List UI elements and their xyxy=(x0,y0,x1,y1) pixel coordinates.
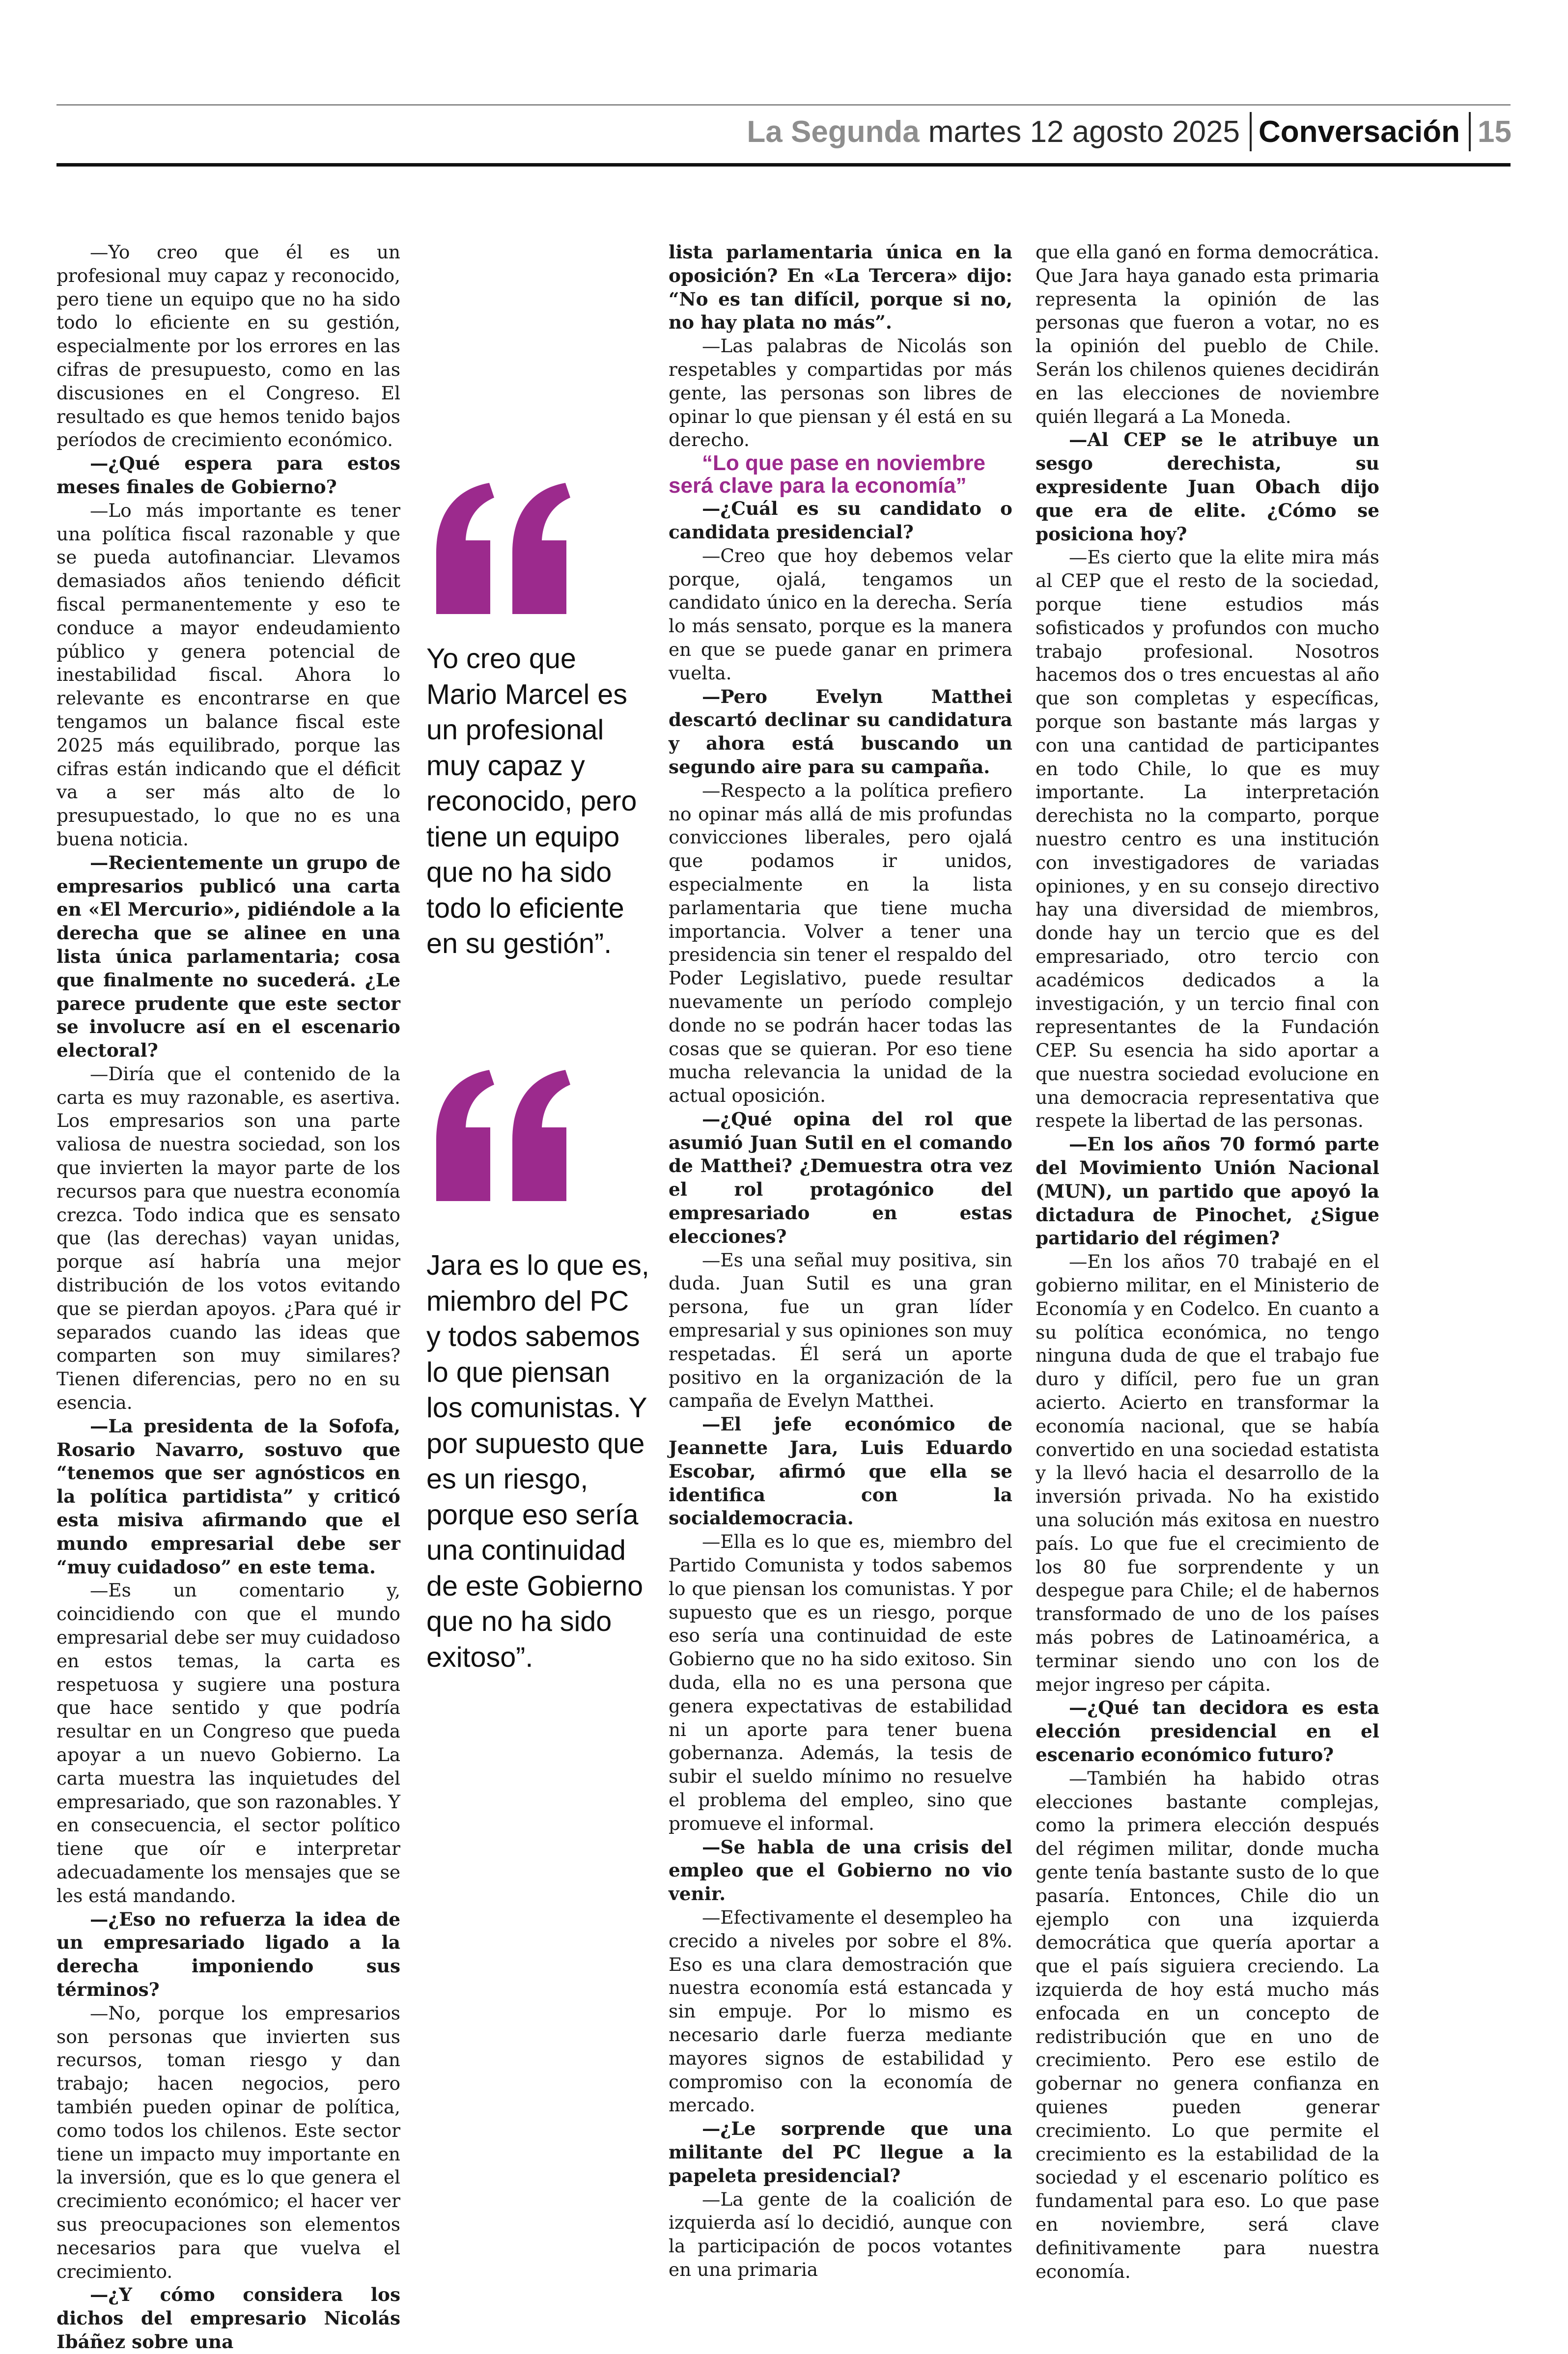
interview-question: —¿Le sorprende que una militante del PC llegue a la papeleta presidencial? xyxy=(669,2118,1012,2186)
interview-question: —El jefe económico de Jeannette Jara, Luis Eduardo Escobar, afirmó que ella se identifica con la socialdemocracia. xyxy=(669,1413,1012,1529)
interview-question: —¿Qué tan decidora es esta elección presidencial en el escenario económico futuro? xyxy=(1036,1697,1379,1766)
interview-question: —¿Eso no refuerza la idea de un empresariado ligado a la derecha imponiendo sus términos? xyxy=(56,1908,400,2000)
interview-question: —Pero Evelyn Matthei descartó declinar su candidatura y ahora está buscando un segundo aire para su campaña. xyxy=(669,685,1012,778)
interview-question: —¿Cuál es su candidato o candidata presidencial? xyxy=(669,498,1012,543)
interview-answer: —Diría que el contenido de la carta es muy razonable, es asertiva. Los empresarios son una parte valiosa de nuestra sociedad, son los que invierten la mayor parte de los recursos para que nuestra economía crezca. Todo indica que es sensato que (las derechas) vayan unidas, porque así habría una mejor distribución de los votos evitando que se pierdan apoyos. ¿Para qué ir separados cuando las ideas que comparten son muy similares? Tienen diferencias, pero no en su esencia. xyxy=(56,1063,400,1414)
interview-question: —Al CEP se le atribuye un sesgo derechista, su expresidente Juan Obach dijo que era de elite. ¿Cómo se posiciona hoy? xyxy=(1036,429,1379,545)
interview-question: —¿Qué espera para estos meses finales de Gobierno? xyxy=(56,452,400,498)
page-number: 15 xyxy=(1478,114,1512,149)
interview-answer: —También ha habido otras elecciones bastante complejas, como la primera elección después del régimen militar, donde mucha gente tenía bastante susto de lo que pasaría. Entonces, Chile dio un ejemplo con una izquierda democrática que quería aportar a que el país siguiera creciendo. La izquierda de hoy está mucho más enfocada en un concepto de redistribución que en uno de crecimiento. Pero ese estilo de gobernar no genera confianza en quienes pueden generar crecimiento. Lo que permite el crecimiento es la estabilidad de la sociedad y el escenario político es fundamental para eso. Lo que pase en noviembre, será clave definitivamente para nuestra economía. xyxy=(1036,1767,1379,2282)
interview-question: —¿Qué opina del rol que asumió Juan Sutil en el comando de Matthei? ¿Demuestra otra vez el rol protagónico del empresariado en estas elecciones? xyxy=(669,1108,1012,1247)
interview-answer: —Las palabras de Nicolás son respetables y compartidas por más gente, las personas son libres de opinar lo que piensan y él está en su derecho. xyxy=(669,335,1012,451)
interview-answer: —Creo que hoy debemos velar porque, ojalá, tengamos un candidato único en la derecha. Sería lo más sensato, porque es la manera en que se puede ganar en primera vuelta. xyxy=(669,544,1012,684)
pull-quote-text: Jara es lo que es, miembro del PC y todos sabemos lo que piensan los comunistas. Y por supuesto que es un riesgo, porque eso sería una continuidad de este Gobierno que no ha sido exitoso”. xyxy=(426,1250,649,1673)
top-thin-rule xyxy=(56,104,1511,106)
pull-quote-text: Yo creo que Mario Marcel es un profesional muy capaz y reconocido, pero tiene un equipo que no ha sido todo lo eficiente en su gestión”. xyxy=(426,643,637,959)
header-rule xyxy=(56,163,1511,167)
section-subhead: “Lo que pase en noviembre será clave para la economía” xyxy=(669,451,986,498)
interview-question: —Se habla de una crisis del empleo que el Gobierno no vio venir. xyxy=(669,1836,1012,1905)
interview-answer: —Es un comentario y, coincidiendo con que el mundo empresarial debe ser muy cuidadoso en estos temas, la carta es respetuosa y sugiere una postura que hace sentido y que podría resultar en un Congreso que pueda apoyar a un nuevo Gobierno. La carta muestra las inquietudes del empresariado, que son razonables. Y en consecuencia, el sector político tiene que oír e interpretar adecuadamente los mensajes que se les está mandando. xyxy=(56,1579,400,1906)
interview-answer: —En los años 70 trabajé en el gobierno militar, en el Ministerio de Economía y en Codelco. En cuanto a su política económica, no tengo ninguna duda de que el trabajo fue duro y difícil, pero fue un gran acierto. Acierto en transformar la economía nacional, que se había convertido en una sociedad estatista y la llevó hacia el desarrollo de la inversión privada. No ha existido una solución más exitosa en nuestro país. Lo que fue el crecimiento de los 80 fue sorprendente y un despegue para Chile; el de habernos transformado de uno de los países más pobres de Latinoamérica, a terminar siendo uno con los de mejor ingreso per cápita. xyxy=(1036,1251,1379,1695)
interview-answer: —Yo creo que él es un profesional muy capaz y reconocido, pero tiene un equipo que no ha sido todo lo eficiente en su gestión, especialmente por los errores en las cifras de presupuesto, como en las discusiones en el Congreso. El resultado es que hemos tenido bajos períodos de crecimiento económico. xyxy=(56,241,400,451)
interview-answer: —Lo más importante es tener una política fiscal razonable y que se pueda autofinanciar. Llevamos demasiados años teniendo déficit fiscal permanentemente y eso te conduce a mayor endeudamiento público y genera potencial de inestabilidad fiscal. Ahora lo relevante es encontrarse en que tengamos un balance fiscal este 2025 más equilibrado, porque las cifras están indicando que el déficit va a ser más alto de lo presupuestado, lo que no es una buena noticia. xyxy=(56,499,400,850)
interview-answer: —Es cierto que la elite mira más al CEP que el resto de la sociedad, porque tiene estudios más sofisticados y profundos con mucho trabajo profesional. Nosotros hacemos dos o tres encuestas al año que son completas y específicas, porque son bastante más largas y con una cantidad de participantes en todo Chile, lo que es muy importante. La interpretación derechista no la comparto, porque nuestro centro es una institución con investigadores de variadas opiniones, y en su consejo directivo hay una diversidad de miembros, donde hay un tercio que es del empresariado, otro tercio con académicos dedicados a la investigación, y un tercio final con representantes de la Fundación CEP. Su esencia ha sido aportar a que nuestra sociedad evolucione en una democracia representativa que respete la libertad de las personas. xyxy=(1036,546,1379,1132)
interview-question: —En los años 70 formó parte del Movimiento Unión Nacional (MUN), un partido que apoyó la dictadura de Pinochet, ¿Sigue partidario del régimen? xyxy=(1036,1133,1379,1249)
pull-quote-2 xyxy=(426,1066,650,1675)
interview-answer: que ella ganó en forma democrática. Que Jara haya ganado esta primaria representa la opinión de las personas que fueron a votar, no es la opinión del pueblo de Chile. Serán los chilenos quienes decidirán en las elecciones de noviembre quién llegará a La Moneda. xyxy=(1036,241,1379,427)
interview-answer: —Respecto a la política prefiero no opinar más allá de mis profundas convicciones liberales, pero ojalá que podamos ir unidos, especialmente en la lista parlamentaria que tiene mucha importancia. Volver a tener una presidencia sin tener el respaldo del Poder Legislativo, puede resultar nuevamente un período complejo donde no se podrán hacer todas las cosas que se quieran. Por eso tiene mucha relevancia la unidad de la actual oposición. xyxy=(669,779,1012,1107)
header-divider xyxy=(1250,112,1252,151)
article-column-1 xyxy=(56,241,400,2354)
article-column-4 xyxy=(1036,241,1379,2283)
interview-question: —¿Y cómo considera los dichos del empresario Nicolás Ibáñez sobre una xyxy=(56,2284,400,2353)
issue-date: martes 12 agosto 2025 xyxy=(928,114,1240,149)
quote-mark-icon xyxy=(426,479,579,621)
interview-question: —Recientemente un grupo de empresarios publicó una carta en «El Mercurio», pidiéndole a la derecha que se alinee en una lista única parlamentaria; cosa que finalmente no sucederá. ¿Le parece prudente que este sector se involucre así en el escenario electoral? xyxy=(56,851,400,1062)
interview-answer: —La gente de la coalición de izquierda así lo decidió, aunque con la participación de pocos votantes en una primaria xyxy=(669,2188,1012,2280)
interview-answer: —Es una señal muy positiva, sin duda. Juan Sutil es una gran persona, fue un gran líder empresarial y sus opiniones son muy respetadas. Él será un aporte positivo en la organización de la campaña de Evelyn Matthei. xyxy=(669,1249,1012,1412)
quote-mark-icon xyxy=(426,1066,579,1208)
page-header xyxy=(747,109,1512,154)
article-column-3 xyxy=(669,241,1012,2282)
interview-answer: —Ella es lo que es, miembro del Partido Comunista y todos sabemos lo que piensan los comunistas. Y por supuesto que es un riesgo, porque eso sería una continuidad de este Gobierno que no ha sido exitoso. Sin duda, ella no es una persona que genera expectativas de estabilidad ni un aporte para tener buena gobernanza. Además, la tesis de subir el sueldo mínimo no resuelve el problema del empleo, sino que promueve el informal. xyxy=(669,1531,1012,1834)
interview-answer: —Efectivamente el desempleo ha crecido a niveles por sobre el 8%. Eso es una clara demostración que nuestra economía está estancada y sin empuje. Por lo mismo es necesario darle fuerza mediante mayores signos de estabilidad y compromiso con la economía de mercado. xyxy=(669,1906,1012,2116)
section-name: Conversación xyxy=(1259,114,1460,149)
header-divider xyxy=(1469,112,1471,151)
interview-question: —La presidenta de la Sofofa, Rosario Navarro, sostuvo que “tenemos que ser agnósticos en la política partidista” y criticó esta misiva afirmando que el mundo empresarial debe ser “muy cuidadoso” en este tema. xyxy=(56,1415,400,1578)
newspaper-name: La Segunda xyxy=(747,114,920,149)
pull-quote-1 xyxy=(426,479,650,962)
interview-question: lista parlamentaria única en la oposición? En «La Tercera» dijo: “No es tan difícil, porque si no, no hay plata no más”. xyxy=(669,241,1012,334)
interview-answer: —No, porque los empresarios son personas que invierten sus recursos, toman riesgo y dan trabajo; hacen negocios, pero también pueden opinar de política, como todos los chilenos. Este sector tiene un impacto muy importante en la inversión, que es lo que genera el crecimiento económico; el hacer ver sus preocupaciones son elementos necesarios para que vuelva el crecimiento. xyxy=(56,2002,400,2282)
